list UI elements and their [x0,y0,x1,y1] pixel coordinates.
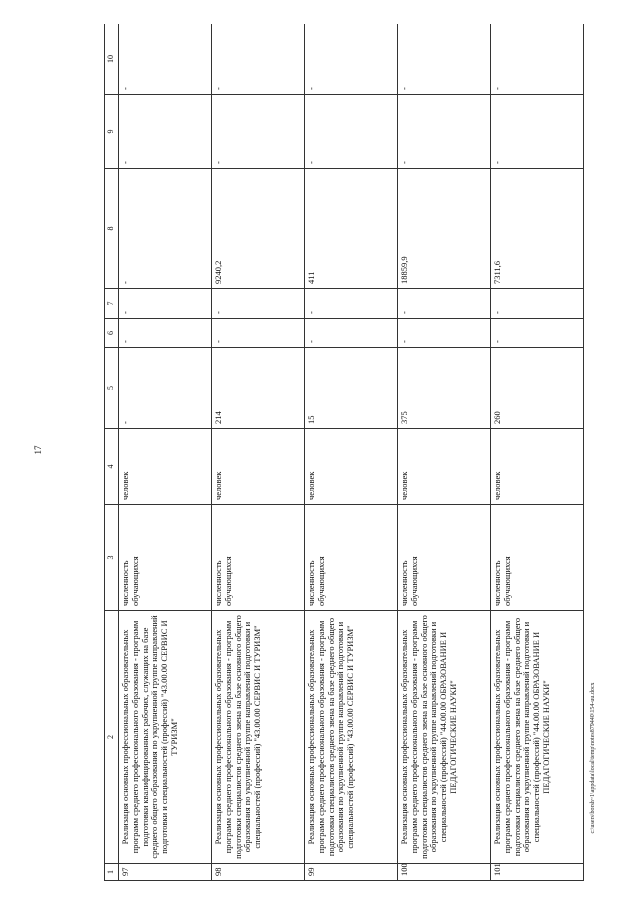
header-col-7: 7 [105,289,119,319]
service-description: Реализация основных профессиональных образовательных программ среднего профессионального образования - программ подготовки специалистов среднего звена на базе среднего общего образования по укрупненной группе направлений подготовки и специальностей (профессий) "44.00.00 ОБРАЗОВАНИЕ И ПЕДАГОГИЧЕСКИЕ НАУКИ" [491,611,584,864]
cell-col-10: - [398,24,491,95]
cell-col-10: - [491,24,584,95]
header-col-2: 2 [105,611,119,864]
cell-col-10: - [305,24,398,95]
table-row [119,24,212,881]
cell-col-5: 260 [491,348,584,429]
row-number: 97 [119,864,212,881]
table-row [491,24,584,881]
cell-col-9: - [398,95,491,169]
header-col-3: 3 [105,505,119,611]
table-row [305,24,398,881]
rotated-table-container [104,24,584,881]
header-col-5: 5 [105,348,119,429]
service-description: Реализация основных профессиональных образовательных программ среднего профессионального образования - программ подготовки специалистов среднего звена на базе основного общего образования по укрупненной группе направлений подготовки и специальностей (профессий) "43.00.00 СЕРВИС И ТУРИЗМ" [212,611,305,864]
cell-col-8: 411 [305,169,398,289]
cell-col-9: - [305,95,398,169]
unit-of-measure: человек [398,429,491,505]
rotated-table-frame [104,24,584,881]
header-col-4: 4 [105,429,119,505]
row-number: 99 [305,864,398,881]
row-number: 100 [398,864,491,881]
cell-col-9: - [212,95,305,169]
indicator-name: численность обучающихся [398,505,491,611]
cell-col-6: - [119,319,212,348]
service-description: Реализация основных профессиональных образовательных программ среднего профессионального образования - программ подготовки специалистов среднего звена на базе среднего общего образования по укрупненной группе направлений подготовки и специальностей (профессий) "43.00.00 СЕРВИС И ТУРИЗМ" [305,611,398,864]
cell-col-6: - [398,319,491,348]
indicator-name: численность обучающихся [119,505,212,611]
cell-col-8: 18859,9 [398,169,491,289]
table-row [212,24,305,881]
unit-of-measure: человек [491,429,584,505]
cell-col-10: - [119,24,212,95]
unit-of-measure: человек [212,429,305,505]
cell-col-7: - [119,289,212,319]
cell-col-7: - [305,289,398,319]
cell-col-5: 15 [305,348,398,429]
cell-col-8: - [119,169,212,289]
indicator-name: численность обучающихся [212,505,305,611]
cell-col-10: - [212,24,305,95]
unit-of-measure: человек [119,429,212,505]
row-number: 101 [491,864,584,881]
header-col-9: 9 [105,95,119,169]
indicator-name: численность обучающихся [305,505,398,611]
cell-col-5: 375 [398,348,491,429]
file-path-footer: c:\users\borsh~1\appdata\local\temp\notes879440\154-uu.docx [590,682,596,834]
service-description: Реализация основных профессиональных образовательных программ среднего профессионального образования - программ подготовки специалистов среднего звена на базе основного общего образования по укрупненной группе направлений подготовки и специальностей (профессий) "44.00.00 ОБРАЗОВАНИЕ И ПЕДАГОГИЧЕСКИЕ НАУКИ" [398,611,491,864]
cell-col-7: - [398,289,491,319]
header-col-1: 1 [105,864,119,881]
header-col-10: 10 [105,24,119,95]
header-row [105,24,119,881]
table-row [398,24,491,881]
budget-table [104,24,584,881]
header-col-8: 8 [105,169,119,289]
unit-of-measure: человек [305,429,398,505]
cell-col-7: - [212,289,305,319]
cell-col-5: 214 [212,348,305,429]
cell-col-7: - [491,289,584,319]
cell-col-9: - [119,95,212,169]
row-number: 98 [212,864,305,881]
indicator-name: численность обучающихся [491,505,584,611]
cell-col-9: - [491,95,584,169]
cell-col-6: - [491,319,584,348]
cell-col-6: - [305,319,398,348]
cell-col-8: 7311,6 [491,169,584,289]
cell-col-6: - [212,319,305,348]
service-description: Реализация основных профессиональных образовательных программ среднего профессионального образования - программ подготовки квалифицированных рабочих, служащих на базе среднего общего образования по укрупненной группе направлений подготовки и специальностей (профессий) "43.00.00 СЕРВИС И ТУРИЗМ" [119,611,212,864]
cell-col-8: 9240,2 [212,169,305,289]
header-col-6: 6 [105,319,119,348]
page-number: 17 [33,445,43,455]
cell-col-5: - [119,348,212,429]
